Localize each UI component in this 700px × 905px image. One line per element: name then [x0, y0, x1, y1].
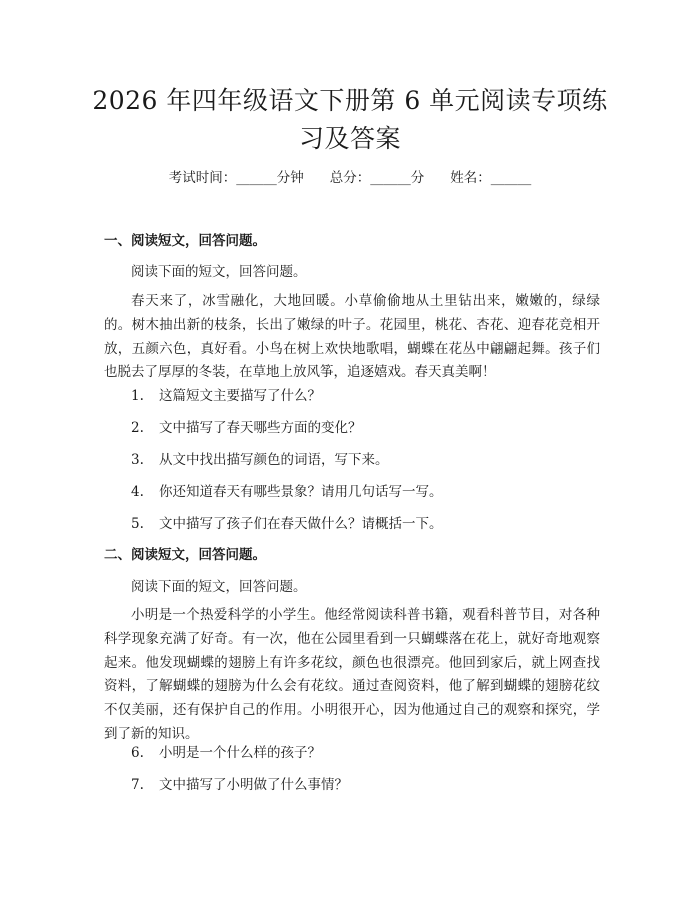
section-2-passage: 小明是一个热爱科学的小学生。他经常阅读科普书籍，观看科普节目，对各种科学现象充满了好奇。有一次，他在公园里看到一只蝴蝶落在花上，就好奇地观察起来。他发现蝴蝶的翅膀上有许多花纹，颜色也很漂亮。他回到家后，就上网查找资料，了解蝴蝶的翅膀为什么会有花纹。通过查阅资料，他了解到蝴蝶的翅膀花纹不仅美丽，还有保护自己的作用。小明很开心，因为他通过自己的观察和探究，学到了新的知识。	[104, 607, 600, 742]
question-number: 6.	[131, 745, 144, 761]
question-number: 4.	[131, 484, 144, 500]
question-text: 文中描写了小明做了什么事情？	[159, 777, 348, 793]
question-number: 7.	[131, 777, 144, 793]
document-title	[90, 82, 610, 158]
question-number: 3.	[131, 452, 144, 468]
section-1-passage: 春天来了，冰雪融化，大地回暖。小草偷偷地从土里钻出来，嫩嫩的，绿绿的。树木抽出新的枝条，长出了嫩绿的叶子。花园里，桃花、杏花、迎春花竞相开放，五颜六色，真好看。小鸟在树上欢快地歌唱，蝴蝶在花丛中翩翩起舞。孩子们也脱去了厚厚的冬装，在草地上放风筝，追逐嬉戏。春天真美啊！	[104, 293, 600, 381]
title-line-2: 习及答案	[298, 124, 401, 153]
question-number: 1.	[131, 388, 144, 404]
question-text: 文中描写了春天哪些方面的变化？	[159, 420, 362, 436]
exam-meta-line	[0, 169, 700, 187]
question-4	[131, 483, 443, 501]
question-6	[131, 744, 321, 762]
title-line-1: 2026 年四年级语文下册第 6 单元阅读专项练	[92, 86, 608, 115]
student-name-field: 姓名：______	[450, 170, 532, 186]
question-number: 5.	[131, 516, 144, 532]
section-2-heading: 二、阅读短文，回答问题。	[104, 547, 266, 563]
section-1-instruction: 阅读下面的短文，回答问题。	[131, 264, 307, 280]
question-1	[131, 387, 321, 405]
section-1-heading: 一、阅读短文，回答问题。	[104, 233, 266, 249]
question-text: 从文中找出描写颜色的词语，写下来。	[159, 452, 389, 468]
question-5	[131, 515, 443, 533]
section-2-instruction: 阅读下面的短文，回答问题。	[131, 579, 307, 595]
question-7	[131, 776, 348, 794]
total-score-field: 总分：______分	[329, 170, 425, 186]
question-text: 小明是一个什么样的孩子？	[159, 745, 321, 761]
question-text: 你还知道春天有哪些景象？请用几句话写一写。	[159, 484, 443, 500]
question-text: 这篇短文主要描写了什么？	[159, 388, 321, 404]
exam-time-field: 考试时间：______分钟	[168, 170, 304, 186]
question-text: 文中描写了孩子们在春天做什么？请概括一下。	[159, 516, 443, 532]
question-number: 2.	[131, 420, 144, 436]
question-3	[131, 451, 389, 469]
question-2	[131, 419, 362, 437]
